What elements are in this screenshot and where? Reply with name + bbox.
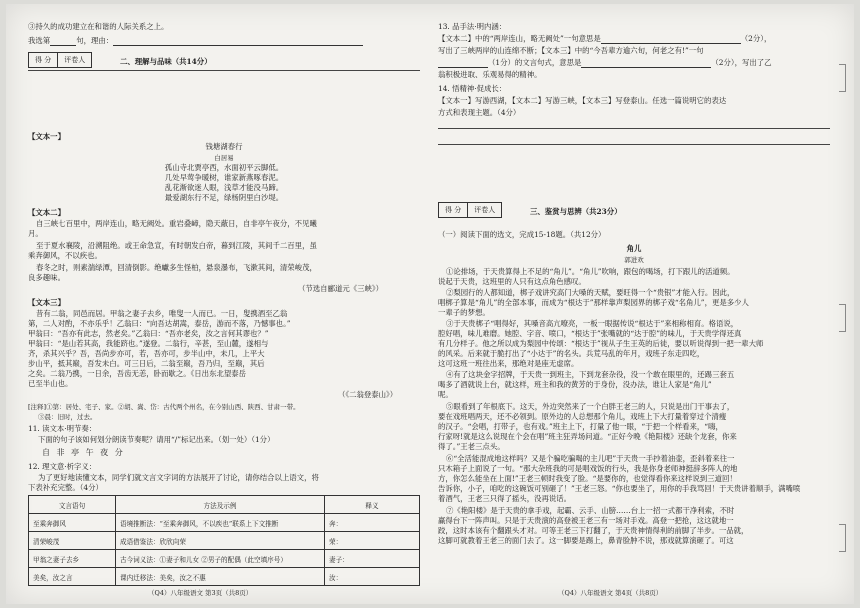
q14-line: 方式和表现主题。（4分） xyxy=(438,108,521,117)
table-cell: 甲翁之妻子去乡 xyxy=(29,550,116,568)
table-cell: 至乘奔御风 xyxy=(29,514,116,532)
table-row xyxy=(29,550,420,568)
poem-line: 孤山寺北贾亭西，水面初平云脚低。 xyxy=(164,163,284,172)
table-row xyxy=(29,568,420,586)
question-12: 12. 理文意·析字义： xyxy=(28,462,97,471)
choice-line: 我选第 句，理由： xyxy=(28,36,363,46)
answer-blank[interactable] xyxy=(50,37,76,46)
text-2-line: 乘奔御风，不以疾也。 xyxy=(28,251,102,260)
answer-cell[interactable]: 奔： xyxy=(325,514,420,532)
section-2-title: 二、理解与品味（共14分） xyxy=(120,57,212,66)
left-line-1: ③持久的成功建立在和谐的人际关系之上。 xyxy=(28,22,169,31)
story-line: 这脚可就教着王老三的面门去了。这一脚要是踢上，鼻青脸肿不说，那戏就算演砸了。可这 xyxy=(438,536,734,545)
q14-line: 【文本一】写游西湖，【文本二】写游三峡，【文本三】写登泰山。任选一篇说明它的表达 xyxy=(438,96,727,105)
table-header-cell: 文言语句 xyxy=(29,496,116,514)
story-line: ⑥“全活能混成地这样吗？又是个骗吃骗喝的主儿吧”于天贵一手抄着油壶，歪斜着来往一 xyxy=(446,454,735,463)
answer-blank[interactable] xyxy=(113,37,363,46)
story-author: 郭进欢 xyxy=(624,256,644,264)
text-3-label: 【文本三】 xyxy=(28,298,65,307)
answer-cell[interactable]: 荣： xyxy=(325,532,420,550)
text-3-line: 甲翁曰：“是山若其高，我能跻也。”遂登。二翁行，辛甚，至山麓，遂相与 xyxy=(28,339,269,348)
answer-blank[interactable] xyxy=(581,59,711,68)
divider xyxy=(28,70,420,71)
binding-mark xyxy=(839,524,846,552)
binding-mark xyxy=(839,304,846,332)
q13-line: 写出了三峡两岸的山连绵不断；【文本三】中的“今吾辈方逾六旬，何老之有!”一句 xyxy=(438,46,704,55)
rhythm-sentence[interactable]: 自 非 亭 午 夜 分 xyxy=(42,448,125,457)
exam-sheet xyxy=(6,4,854,604)
story-line: 有几分样子。他之所以成为梨园中传颂：“根达于”视从子生王英的后徒，要以听说得到一把一辈大师 xyxy=(438,339,764,348)
story-line: 这可这班一班往出来，那绝对是座无虚席。 xyxy=(438,359,579,368)
score-box: 得 分 评卷人 xyxy=(438,202,502,218)
table-row xyxy=(29,514,420,532)
text-2-line: 良多趣味。 xyxy=(28,273,65,282)
answer-line[interactable] xyxy=(438,128,830,129)
answer-cell[interactable]: 妻子： xyxy=(325,550,420,568)
story-line: 的汉子。“会唱，打带子，也有戏。”班主上下，打量了他一眼，“于把一个样看来，“嗨， xyxy=(438,422,723,431)
table-cell: 美矣，汝之言 xyxy=(29,568,116,586)
answer-cell[interactable]: 汝： xyxy=(325,568,420,586)
story-line: 告诉你，小子，咱吃的这碗饭可别砸了！”王老三怒。“你也要坐了，用你的手我骂回！于天贵讲着顺手，满嘴喷 xyxy=(438,484,801,493)
annotation: ③晨：旧时，过去。 xyxy=(38,413,97,421)
table-cell: 成语借鉴法：欣欣向荣 xyxy=(116,532,325,550)
story-line: 行家呀!就是这么说现在个会在唱”班主狂弄场问道。“正好今晚《艳阳楼》还缺个龙套，你来 xyxy=(438,432,737,441)
text-2-line: 自三峡七百里中，两岸连山，略无阙处。重岩叠嶂，隐天蔽日，自非亭午夜分，不见曦 xyxy=(36,219,317,228)
story-title: 角儿 xyxy=(626,244,642,253)
poem-author: 白居易 xyxy=(214,154,234,162)
text-1-label: 【文本一】 xyxy=(28,132,65,141)
question-13: 13. 品手法·明内涵： xyxy=(438,22,507,31)
table-header-cell: 释义 xyxy=(325,496,420,514)
text-3-line: 甲翁曰：“吾亦有此志，然老矣。”乙翁曰：“吾亦老矣，汝之言何其谬也？” xyxy=(28,329,269,338)
story-line: 一辈子的梦想。 xyxy=(438,308,490,317)
answer-table xyxy=(28,495,420,586)
poem-line: 乱花渐欲迷人眼，浅草才能没马蹄。 xyxy=(164,183,284,192)
answer-blank[interactable] xyxy=(601,35,741,44)
story-line: 方，你怎么能坐在上面!”王老三顿时我变了脸。“是要你的，也觉得看你来这样说到三道回！ xyxy=(438,474,737,483)
story-line: ⑤眼看到了年根底下。这天，外边突然来了一个白胖王老三的人，只说是出门干事去了， xyxy=(446,402,735,411)
story-line: 的风采。后来就于脆打出了“小达于”的名头。兵荒马乱的年月，戏班子东走四吃， xyxy=(438,349,705,358)
question-12-prompt: 为了更好地读懂文本，同学们就文言文字词的方法展开了讨论，请你结合以上语文，将 xyxy=(38,473,319,482)
story-line: 要在戏班唱两天，还不必领到。原外边的人总想那个角儿，戏班上下大打量着穿过个清瘦 xyxy=(438,412,727,421)
question-11: 11. 读文本·明节奏： xyxy=(28,424,97,433)
score-box: 得 分 评卷人 xyxy=(28,52,92,68)
poem-line: 几处早莺争暖树，谁家新燕啄春泥。 xyxy=(164,173,284,182)
annotation: [注释]①第：居处、宅子、家。②胡、嵩、岱：古代两个州名，在今别山西、陕西、甘肃一带。 xyxy=(28,403,300,411)
story-line: ②梨园行的人都知道，梆子戏讲究高门大嗓的天赋，要旺得一个“贵银”才能入行。因此， xyxy=(446,288,735,297)
table-cell: 清荣峻茂 xyxy=(29,532,116,550)
story-line: 呢。 xyxy=(438,390,453,399)
table-header-row xyxy=(29,496,420,514)
story-line: ⑦《艳阳楼》是于天贵的拿手戏，起霸、云手、山膀……台上一招一式都干净利索，不时 xyxy=(446,506,735,515)
story-line: 得了。”王老三点头。 xyxy=(438,442,505,451)
story-line: 喝多了酒就说上台，就这样，班主和我的黄芳的于身份，没办法，谁让人家是“角儿” xyxy=(438,380,712,389)
story-line: ④有了这块金字招牌，于天贵一到班主，下到龙套杂役，没一个敢在眼里的，还踢三套五 xyxy=(446,370,735,379)
story-line: 说起于天贵，这班里的人只有这点角色感叹。 xyxy=(438,277,586,286)
story-line: ①论排场，于天贵算得上不足的“角儿”。“角儿”吹响，跟包的喝场，打下跟儿的活道频。 xyxy=(446,267,735,276)
answer-blank[interactable] xyxy=(438,59,488,68)
q13-line: （1分）的文言句式，意思是 （2分），写出了乙 xyxy=(438,58,772,68)
text-3-line: 齐，杀其兴乎？吾，吾尚步亦可，若，吾亦可，步半山中，未几，上平大 xyxy=(28,349,265,358)
q13-line: 【文本二】中的“两岸连山，略无阙处”一句意思是 （2分）， xyxy=(438,34,772,43)
text-3-line: 已至半山也。 xyxy=(28,379,73,388)
text-2-label: 【文本二】 xyxy=(28,208,65,217)
reading-intro: （一）阅读下面的选文，完成15-18题。（共12分） xyxy=(438,230,606,239)
text-2-source: （节选自郦道元《三峡》） xyxy=(298,284,383,293)
answer-line[interactable] xyxy=(438,144,830,145)
poem-line: 最爱湖东行不足，绿杨阴里白沙堤。 xyxy=(164,193,284,202)
text-2-line: 至于夏水襄陵，沿溯阻绝。或王命急宣，有时朝发白帝，暮到江陵，其间千二百里，虽 xyxy=(36,241,317,250)
text-2-line: 月。 xyxy=(28,229,43,238)
story-line: 着酒气，王老三只得了摇头，没再说话。 xyxy=(438,494,572,503)
text-3-line: 之矣。二翁乃携，一日余，吾齿无恙，卧而歇之。《日出东北望泰岳 xyxy=(28,369,247,378)
story-line: ③于天贵梆子“唱得好，其嗓音高亢嘹亮，一板一眼据传说“根达于”来相称相育。格语说， xyxy=(446,319,739,328)
table-header-cell: 方法及示例 xyxy=(116,496,325,514)
text-3-line: 步山平，抵其巅，吾发未白。可三日后，二翁至巅，吾乃归，至巅，其后 xyxy=(28,359,265,368)
story-line: 腔好唱，味儿难磨。她腔、字音、喷口，“根达于”张嘴就的“达于腔”的味儿，于天贵学得还真 xyxy=(438,329,742,338)
table-row xyxy=(29,532,420,550)
table-cell: 课内迁移法：美矣，汝之不惠 xyxy=(116,568,325,586)
binding-mark xyxy=(839,64,846,92)
question-14: 14. 悟精神·促成长： xyxy=(438,84,507,93)
page-footer: （Q4）八年级语文 第4页（共8页） xyxy=(558,589,663,597)
story-line: 跤，这时本该有个翻跟头才对。可等王老三下打翻了，于天贵神情得利的前脚了半步。一品就， xyxy=(438,526,749,535)
story-line: 赢得台下一阵声叫。只是于天贵演的高登被王老三有一场对手戏。高登一把抢，这这就地一 xyxy=(438,516,734,525)
text-2-line: 春冬之时，则素湍绿潭，回清倒影。绝巘多生怪柏，悬泉瀑布，飞漱其间，清荣峻茂， xyxy=(36,263,317,272)
text-3-line: 昔有二翁，同邑而居。甲翁之妻子去乡，唯叟一人而已。一日，叟携酒至乙翁 xyxy=(36,309,288,318)
text-3-line: 第，二人对酌，不亦乐乎！乙翁曰：“向吾达胡嵩，泰岳，游而不落，乃憾事也。” xyxy=(28,319,291,328)
text-3-source: （《二翁登泰山》） xyxy=(338,390,398,399)
story-line: 唱梆子算是“角儿”的全部本事，而成为“根达于”那样靠声梨园界的梆子戏“名角儿”，更是多少人 xyxy=(438,298,749,307)
q13-line: 翁积极进取、乐观易得的精神。 xyxy=(438,70,542,79)
question-12-prompt: 下表补充完整。（4分） xyxy=(28,483,103,492)
question-11-prompt: 下面的句子该如何划分朗读节奏呢？请用“/”标记出来。（划一处）（1分） xyxy=(38,435,275,444)
section-3-title: 三、鉴赏与思辨（共23分） xyxy=(530,207,622,216)
poem-title: 钱塘湖春行 xyxy=(205,142,243,151)
table-cell: 古今词义法：①妻子和儿女 ②男子的配偶（此空填序号） xyxy=(116,550,325,568)
page-footer: （Q4）八年级语文 第3页（共8页） xyxy=(148,589,253,597)
table-cell: 语境推断法：“至乘奔御风，不以疾也”联系上下文推断 xyxy=(116,514,325,532)
story-line: 只木箱子上面说了一句。“那大杂班我的可是唱戏饭的行头，我是你身老师神挺辞多阵人的地 xyxy=(438,464,738,473)
